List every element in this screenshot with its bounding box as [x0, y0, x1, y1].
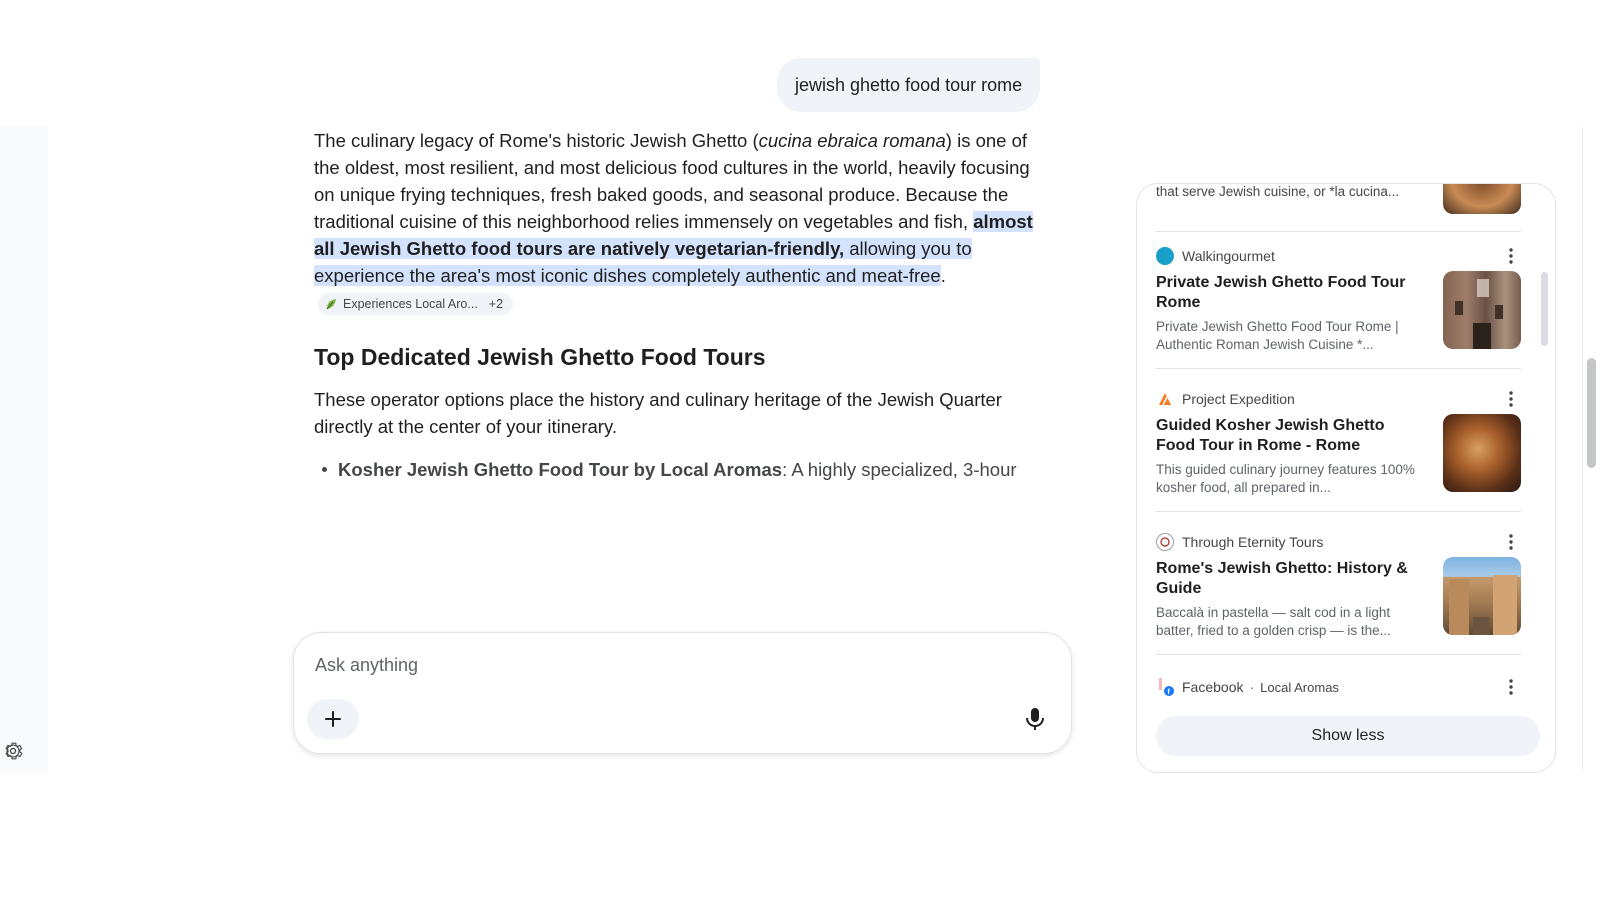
- answer-body: [314, 127, 1044, 483]
- project-expedition-favicon-icon: [1156, 390, 1174, 408]
- svg-text:f: f: [1167, 689, 1170, 696]
- citation-chip-count: +2: [488, 297, 504, 312]
- more-vert-icon: [1509, 534, 1513, 550]
- source-site-name: Project Expedition: [1182, 391, 1295, 407]
- answer-text: The culinary legacy of Rome's historic Jewish Ghetto (: [314, 130, 759, 151]
- source-thumbnail[interactable]: [1443, 557, 1521, 635]
- through-eternity-favicon-icon: [1156, 533, 1174, 551]
- prompt-composer[interactable]: [293, 632, 1072, 754]
- source-title-link[interactable]: Rome's Jewish Ghetto: History & Guide: [1156, 560, 1408, 597]
- source-thumbnail[interactable]: [1443, 414, 1521, 492]
- add-attachment-button[interactable]: [307, 699, 359, 739]
- source-header: [1156, 246, 1521, 266]
- user-query-bubble: [777, 58, 1040, 112]
- highlighted-bold-text: almost all Jewish Ghetto food tours are natively vegetarian-friendly,: [314, 211, 1033, 259]
- list-item: [314, 456, 1044, 483]
- more-options-button[interactable]: [1501, 532, 1521, 552]
- list-item-title: Kosher Jewish Ghetto Food Tour by Local Aromas: [338, 459, 783, 480]
- page-scrollbar[interactable]: [1587, 358, 1596, 468]
- divider: [1156, 511, 1521, 512]
- source-snippet: Baccalà in pastella — salt cod in a light batter, fried to a golden crisp — is the...: [1156, 605, 1391, 638]
- source-snippet: Private Jewish Ghetto Food Tour Rome | Authentic Roman Jewish Cuisine *...: [1156, 319, 1399, 352]
- list-item-text: : A highly specialized, 3-hour: [782, 459, 1017, 480]
- source-header: [1156, 532, 1521, 552]
- leaf-icon: [324, 297, 338, 311]
- microphone-button[interactable]: [1019, 703, 1051, 735]
- source-card[interactable]: [1156, 532, 1521, 652]
- sources-panel: [1136, 183, 1556, 773]
- gear-icon[interactable]: [2, 740, 24, 762]
- source-site-name: Facebook: [1182, 679, 1244, 695]
- sources-scrollbar[interactable]: [1541, 272, 1548, 346]
- microphone-icon: [1024, 707, 1046, 731]
- more-options-button[interactable]: [1501, 389, 1521, 409]
- answer-text: .: [940, 265, 946, 286]
- source-site-name: Walkingourmet: [1182, 248, 1275, 264]
- source-card[interactable]: [1156, 389, 1521, 509]
- divider: [1156, 654, 1521, 655]
- source-title-link[interactable]: Guided Kosher Jewish Ghetto Food Tour in Rome - Rome: [1156, 417, 1385, 454]
- source-card[interactable]: [1156, 677, 1521, 707]
- source-header: [1156, 677, 1521, 697]
- more-vert-icon: [1509, 391, 1513, 407]
- answer-text: ) is one of the oldest, most resilient, and most delicious food cultures in the world, heavily focusing on unique frying techniques, fresh baked goods, and seasonal produce. Because the traditional cuisine of this neighborhood relies immensely on vegetables and fish,: [314, 130, 1030, 232]
- more-options-button[interactable]: [1501, 246, 1521, 266]
- source-header: [1156, 389, 1521, 409]
- separator-dot: ·: [1249, 679, 1255, 695]
- prompt-input[interactable]: Ask anything: [315, 655, 419, 675]
- source-title-link[interactable]: Private Jewish Ghetto Food Tour Rome: [1156, 274, 1406, 311]
- source-thumbnail[interactable]: [1443, 183, 1521, 214]
- answer-paragraph-2: These operator options place the history and culinary heritage of the Jewish Quarter directly at the center of your itinerary.: [314, 389, 1002, 437]
- show-less-button[interactable]: Show less: [1156, 716, 1540, 756]
- source-card[interactable]: [1156, 246, 1521, 366]
- source-snippet: that serve Jewish cuisine, or *la cucina...: [1156, 184, 1400, 199]
- more-options-button[interactable]: [1501, 677, 1521, 697]
- citation-chip-label: Experiences Local Aro...: [343, 297, 478, 312]
- source-thumbnail[interactable]: [1443, 271, 1521, 349]
- answer-italic-term: cucina ebraica romana: [758, 130, 946, 151]
- facebook-favicon-icon: [1156, 678, 1174, 696]
- more-vert-icon: [1509, 679, 1513, 695]
- left-rail: [0, 127, 48, 772]
- street-photo-icon: [1443, 557, 1521, 635]
- more-vert-icon: [1509, 248, 1513, 264]
- source-snippet: This guided culinary journey features 100% kosher food, all prepared in...: [1156, 462, 1415, 495]
- section-heading: Top Dedicated Jewish Ghetto Food Tours: [314, 344, 766, 370]
- building-photo-icon: [1443, 271, 1521, 349]
- highlighted-text: allowing you to experience the area's most iconic dishes completely authentic and meat-free: [314, 238, 972, 286]
- page-scrollbar-track: [1582, 127, 1583, 772]
- walkingourmet-favicon-icon: [1156, 247, 1174, 265]
- source-site-name: Through Eternity Tours: [1182, 534, 1324, 550]
- answer-paragraph: [314, 127, 1044, 316]
- divider: [1156, 231, 1521, 232]
- user-query-text: jewish ghetto food tour rome: [795, 74, 1023, 95]
- plus-icon: [323, 709, 343, 729]
- divider: [1156, 368, 1521, 369]
- citation-chip[interactable]: [318, 293, 513, 315]
- source-site-extra: Local Aromas: [1260, 679, 1339, 695]
